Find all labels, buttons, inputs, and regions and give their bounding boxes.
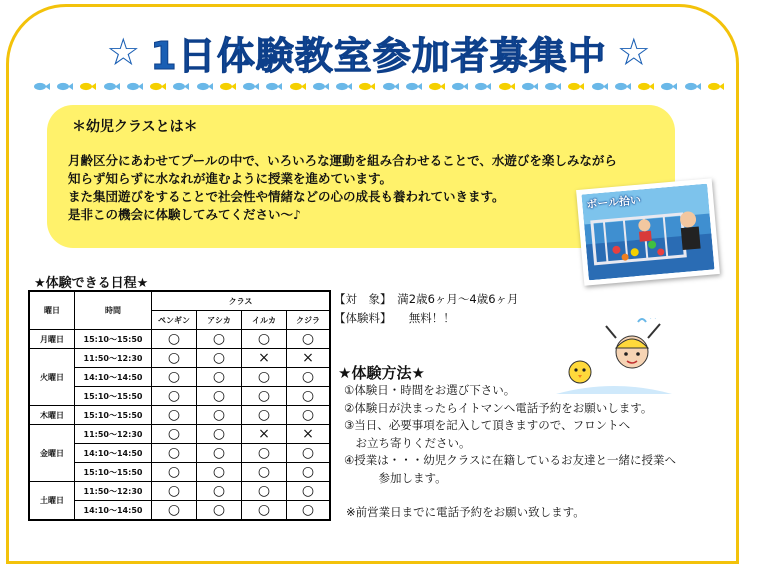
fish-icon: [34, 82, 50, 91]
availability-mark: ○: [197, 387, 242, 406]
table-row: [29, 368, 330, 387]
availability-mark: ○: [287, 406, 331, 425]
availability-mark: ○: [152, 482, 197, 501]
time-cell: 15:10～15:50: [75, 463, 152, 482]
info-target: 【対 象】 満2歳6ヶ月～4歳6ヶ月: [334, 292, 519, 306]
availability-mark: ○: [152, 330, 197, 349]
howto-step: ①体験日・時間をお選び下さい。: [344, 383, 516, 397]
time-cell: 14:10～14:50: [75, 444, 152, 463]
availability-mark: ○: [197, 463, 242, 482]
intro-text: [68, 152, 628, 224]
fish-icon: [336, 82, 352, 91]
fish-icon: [266, 82, 282, 91]
fish-icon: [499, 82, 515, 91]
day-cell: 木曜日: [29, 406, 75, 425]
intro-line: 是非この機会に体験してみてください～♪: [68, 207, 301, 222]
availability-mark: ○: [242, 444, 287, 463]
time-cell: 15:10～15:50: [75, 406, 152, 425]
table-row: [29, 444, 330, 463]
availability-mark: ○: [287, 444, 331, 463]
class-penguin: ペンギン: [152, 311, 197, 330]
title-star-left: ☆: [106, 30, 141, 74]
intro-line: 知らず知らずに水なれが進むように授業を進めています。: [68, 171, 393, 186]
header-day: 曜日: [29, 291, 75, 330]
howto-step: ②体験日が決まったらイトマンへ電話予約をお願いします。: [344, 400, 653, 415]
fish-icon: [522, 82, 538, 91]
availability-mark: ○: [197, 482, 242, 501]
fish-icon: [104, 82, 120, 91]
availability-mark: ×: [242, 349, 287, 368]
fish-icon: [638, 82, 654, 91]
table-row: [29, 501, 330, 521]
availability-mark: ○: [287, 501, 331, 521]
fish-icon: [290, 82, 306, 91]
fish-icon: [452, 82, 468, 91]
howto-step: ④授業は・・・幼児クラスに在籍しているお友達と一緒に授業へ: [344, 453, 676, 467]
time-cell: 15:10～15:50: [75, 387, 152, 406]
info-fee: 【体験料】 無料！！: [334, 311, 455, 325]
table-row: [29, 406, 330, 425]
fish-icon: [545, 82, 561, 91]
fish-icon: [243, 82, 259, 91]
howto-step: 参加します。: [344, 470, 447, 485]
availability-mark: ○: [287, 482, 331, 501]
schedule-table: [28, 290, 331, 521]
availability-mark: ○: [152, 406, 197, 425]
availability-mark: ○: [242, 330, 287, 349]
fish-icon: [57, 82, 73, 91]
time-cell: 14:10～14:50: [75, 501, 152, 521]
availability-mark: ○: [152, 368, 197, 387]
availability-mark: ○: [242, 482, 287, 501]
day-cell: 土曜日: [29, 482, 75, 521]
fish-icon: [475, 82, 491, 91]
availability-mark: ○: [152, 444, 197, 463]
fish-border: [34, 82, 724, 94]
photo-caption: ボール拾い: [585, 193, 642, 212]
howto-steps: [344, 382, 676, 487]
availability-mark: ×: [287, 425, 331, 444]
fish-icon: [685, 82, 701, 91]
availability-mark: ○: [152, 425, 197, 444]
header-time: 時間: [75, 291, 152, 330]
info-block: [334, 290, 519, 328]
table-row: [29, 349, 330, 368]
table-row: [29, 482, 330, 501]
availability-mark: ○: [152, 463, 197, 482]
availability-mark: ○: [152, 387, 197, 406]
availability-mark: ○: [242, 387, 287, 406]
time-cell: 11:50～12:30: [75, 349, 152, 368]
day-cell: 火曜日: [29, 349, 75, 406]
howto-step: ③当日、必要事項を記入して頂きますので、フロントへ: [344, 418, 631, 432]
fish-icon: [615, 82, 631, 91]
availability-mark: ×: [287, 349, 331, 368]
fish-icon: [406, 82, 422, 91]
availability-mark: ○: [242, 463, 287, 482]
availability-mark: ○: [152, 501, 197, 521]
fish-icon: [383, 82, 399, 91]
title-star-right: ☆: [616, 30, 651, 74]
availability-mark: ○: [197, 349, 242, 368]
availability-mark: ○: [287, 387, 331, 406]
class-dolphin: イルカ: [242, 311, 287, 330]
fish-icon: [661, 82, 677, 91]
intro-heading: ＊幼児クラスとは＊: [72, 119, 198, 135]
availability-mark: ○: [242, 368, 287, 387]
fish-icon: [429, 82, 445, 91]
fish-icon: [127, 82, 143, 91]
availability-mark: ○: [287, 463, 331, 482]
availability-mark: ○: [197, 368, 242, 387]
availability-mark: ○: [197, 501, 242, 521]
availability-mark: ○: [197, 406, 242, 425]
schedule-title: ★体験できる日程★: [34, 276, 149, 291]
fish-icon: [592, 82, 608, 91]
table-row: [29, 330, 330, 349]
day-cell: 金曜日: [29, 425, 75, 482]
fish-icon: [568, 82, 584, 91]
title-text: 1日体験教室参加者募集中: [150, 33, 607, 78]
table-row: [29, 387, 330, 406]
availability-mark: ○: [152, 349, 197, 368]
intro-line: また集団遊びをすることで社会性や情緒などの心の成長も養われていきます。: [68, 189, 505, 204]
header-class: クラス: [152, 291, 331, 311]
fish-icon: [220, 82, 236, 91]
page-title: [0, 26, 757, 78]
table-row: [29, 425, 330, 444]
fish-icon: [80, 82, 96, 91]
availability-mark: ○: [287, 330, 331, 349]
fish-icon: [150, 82, 166, 91]
class-sealion: アシカ: [197, 311, 242, 330]
howto-title: ★体験方法★: [338, 364, 425, 382]
fish-icon: [708, 82, 724, 91]
availability-mark: ○: [242, 501, 287, 521]
fish-icon: [313, 82, 329, 91]
table-header-row: [29, 291, 330, 311]
intro-line: 月齢区分にあわせてプールの中で、いろいろな運動を組み合わせることで、水遊びを楽しみながら: [68, 153, 617, 168]
day-cell: 月曜日: [29, 330, 75, 349]
availability-mark: ×: [242, 425, 287, 444]
time-cell: 15:10～15:50: [75, 330, 152, 349]
availability-mark: ○: [242, 406, 287, 425]
fish-icon: [197, 82, 213, 91]
time-cell: 11:50～12:30: [75, 425, 152, 444]
availability-mark: ○: [197, 425, 242, 444]
howto-step: お立ち寄りください。: [344, 435, 471, 450]
fish-icon: [173, 82, 189, 91]
pool-photo: [576, 178, 720, 285]
availability-mark: ○: [287, 368, 331, 387]
time-cell: 14:10～14:50: [75, 368, 152, 387]
class-whale: クジラ: [287, 311, 331, 330]
table-row: [29, 463, 330, 482]
fish-icon: [359, 82, 375, 91]
reservation-note: ※前営業日までに電話予約をお願い致します。: [346, 505, 585, 519]
availability-mark: ○: [197, 330, 242, 349]
availability-mark: ○: [197, 444, 242, 463]
time-cell: 11:50～12:30: [75, 482, 152, 501]
